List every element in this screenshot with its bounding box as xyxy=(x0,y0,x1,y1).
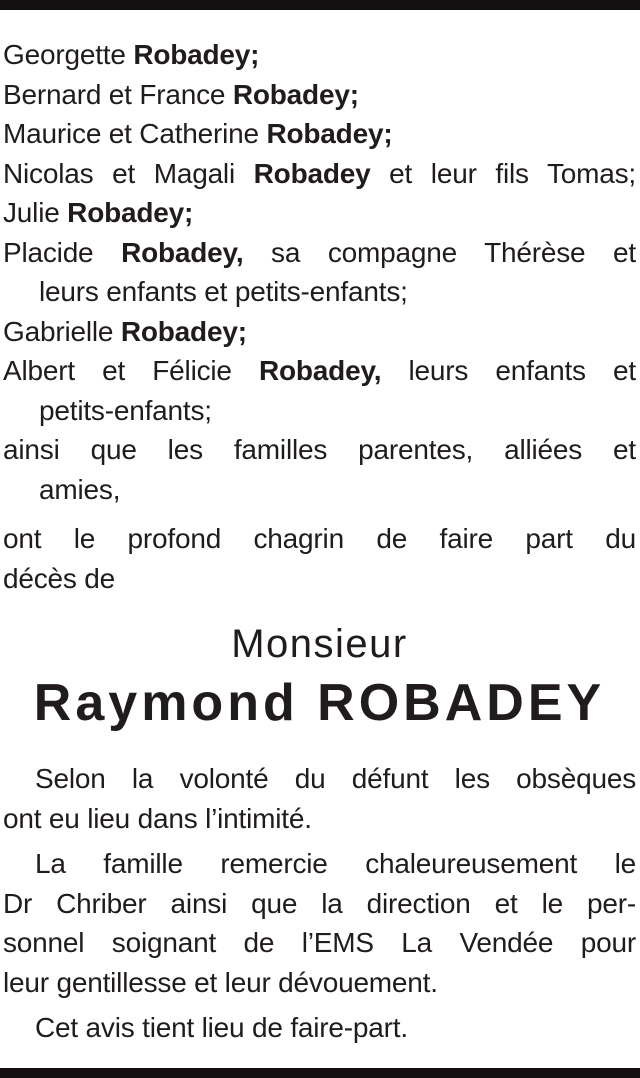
family-line-continuation xyxy=(3,391,636,431)
paragraph-line: Dr Chriber ainsi que la direction et le per- xyxy=(3,887,636,919)
paragraph-line: Cet avis tient lieu de faire-part. xyxy=(35,1012,408,1043)
announcement-line: décès de xyxy=(3,562,116,594)
family-name-text: Maurice et Catherine xyxy=(3,118,267,149)
family-surname: Robadey; xyxy=(120,315,247,347)
family-surname: Robadey xyxy=(253,157,371,189)
paragraph-line: ont eu lieu dans l’intimité. xyxy=(3,802,312,834)
family-name-text: leurs enfants et xyxy=(381,355,636,386)
family-name-text: Georgette xyxy=(3,39,134,70)
family-surname: Robadey; xyxy=(67,197,194,228)
family-line xyxy=(3,430,636,470)
top-rule xyxy=(0,0,640,10)
family-surname: Robadey, xyxy=(258,355,382,386)
announcement-line: ont le profond chagrin de faire part du xyxy=(3,523,636,554)
family-name-text: petits-enfants; xyxy=(39,394,212,426)
family-name-text: Bernard et France xyxy=(3,78,233,110)
family-line-continuation xyxy=(3,470,636,510)
deceased-name: Raymond ROBADEY xyxy=(33,674,606,732)
family-surname: Robadey; xyxy=(133,39,260,70)
family-surname: Robadey, xyxy=(121,236,244,268)
family-line xyxy=(3,154,636,194)
paragraph-line: sonnel soignant de l’EMS La Vendée pour xyxy=(3,927,636,958)
family-line-continuation xyxy=(3,272,636,312)
bottom-rule xyxy=(0,1068,640,1078)
family-name-text: sa compagne Thérèse et xyxy=(243,236,636,268)
family-name-text: leurs enfants et petits-enfants; xyxy=(39,276,408,307)
notice-body xyxy=(3,10,636,1048)
paragraph-line: La famille remercie chaleureusement le xyxy=(35,848,636,879)
paragraph-line: leur gentillesse et leur dévouement. xyxy=(3,966,438,998)
family-line xyxy=(3,75,636,115)
family-line xyxy=(3,35,636,75)
family-name-text: Albert et Félicie xyxy=(3,355,259,386)
family-line xyxy=(3,351,636,391)
family-name-text: Gabrielle xyxy=(3,315,121,347)
family-name-text: et leur fils Tomas; xyxy=(370,157,636,189)
family-name-text: Julie xyxy=(3,197,68,228)
family-line xyxy=(3,233,636,273)
family-line xyxy=(3,193,636,233)
family-surname: Robadey; xyxy=(232,78,359,110)
courtesy-title: Monsieur xyxy=(231,622,408,666)
family-name-text: Nicolas et Magali xyxy=(3,157,254,189)
family-name-text: ainsi que les familles parentes, alliées et xyxy=(3,434,636,465)
family-name-text: amies, xyxy=(39,473,121,505)
family-surname: Robadey; xyxy=(266,118,393,149)
family-line xyxy=(3,114,636,154)
family-line xyxy=(3,312,636,352)
paragraph-line: Selon la volonté du défunt les obsèques xyxy=(35,763,636,794)
family-name-text: Placide xyxy=(3,236,122,268)
